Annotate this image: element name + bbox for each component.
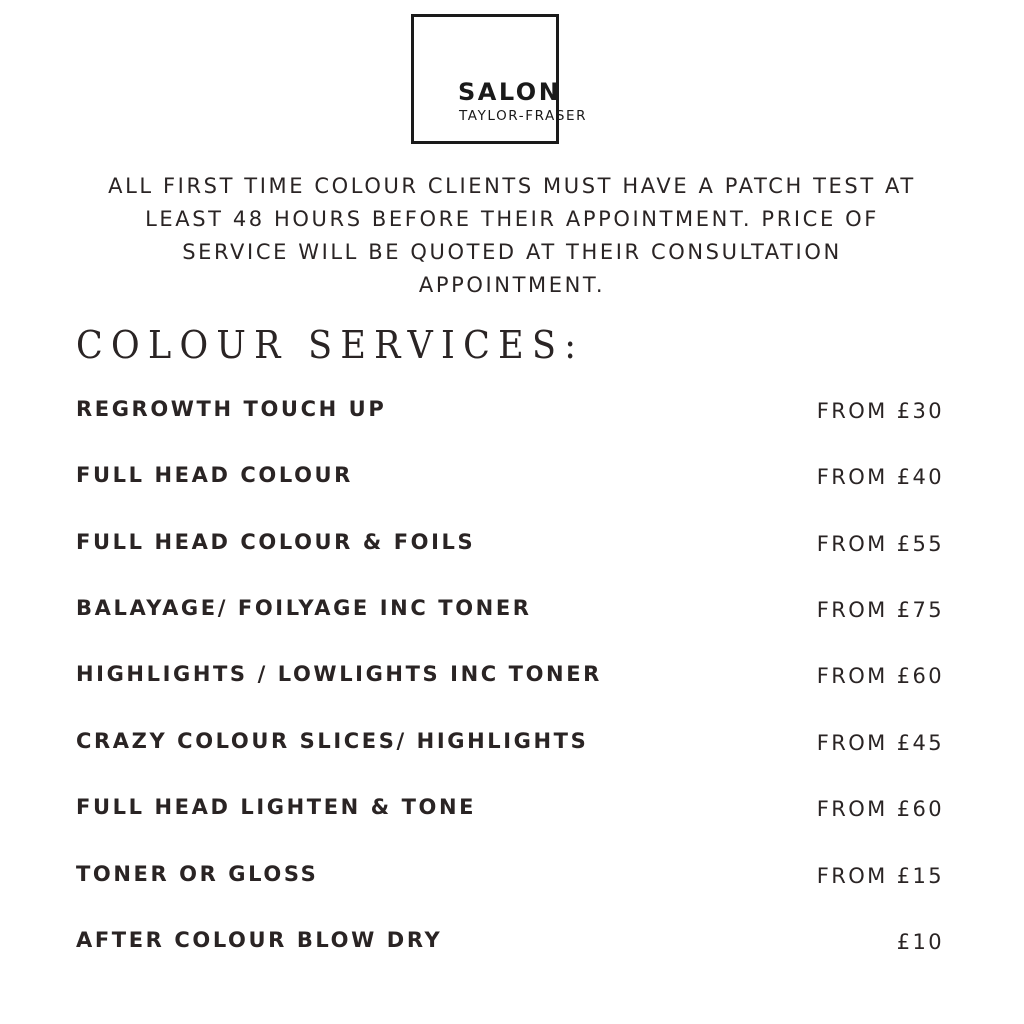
service-name: FULL HEAD COLOUR (76, 463, 353, 487)
service-price: FROM £40 (816, 465, 944, 489)
service-price: FROM £15 (816, 864, 944, 888)
service-row (76, 927, 944, 967)
section-title: COLOUR SERVICES: (76, 323, 585, 367)
service-row (76, 728, 944, 768)
notice-line: SERVICE WILL BE QUOTED AT THEIR CONSULTATION (182, 240, 842, 264)
service-price: FROM £60 (816, 797, 944, 821)
service-price: £10 (896, 930, 944, 954)
service-row (76, 595, 944, 635)
service-row (76, 861, 944, 901)
service-name: AFTER COLOUR BLOW DRY (76, 928, 443, 952)
notice-line: LEAST 48 HOURS BEFORE THEIR APPOINTMENT. PRICE OF (145, 207, 879, 231)
service-name: REGROWTH TOUCH UP (76, 397, 387, 421)
service-row (76, 396, 944, 436)
patch-test-notice (20, 170, 1004, 302)
service-name: CRAZY COLOUR SLICES/ HIGHLIGHTS (76, 729, 589, 753)
service-price: FROM £55 (816, 532, 944, 556)
logo-subtitle: TAYLOR-FRASER (459, 108, 588, 124)
service-name: BALAYAGE/ FOILYAGE INC TONER (76, 596, 532, 620)
service-price: FROM £60 (816, 664, 944, 688)
service-price: FROM £30 (816, 399, 944, 423)
logo-name: SALON (458, 78, 562, 106)
service-price: FROM £45 (816, 731, 944, 755)
service-name: HIGHLIGHTS / LOWLIGHTS INC TONER (76, 662, 602, 686)
service-name: FULL HEAD LIGHTEN & TONE (76, 795, 477, 819)
service-price: FROM £75 (816, 598, 944, 622)
service-row (76, 661, 944, 701)
notice-line: ALL FIRST TIME COLOUR CLIENTS MUST HAVE A PATCH TEST AT (108, 174, 916, 198)
service-row (76, 462, 944, 502)
service-name: FULL HEAD COLOUR & FOILS (76, 530, 476, 554)
notice-line: APPOINTMENT. (418, 273, 606, 297)
service-row (76, 794, 944, 834)
service-row (76, 529, 944, 569)
service-name: TONER OR GLOSS (76, 862, 319, 886)
